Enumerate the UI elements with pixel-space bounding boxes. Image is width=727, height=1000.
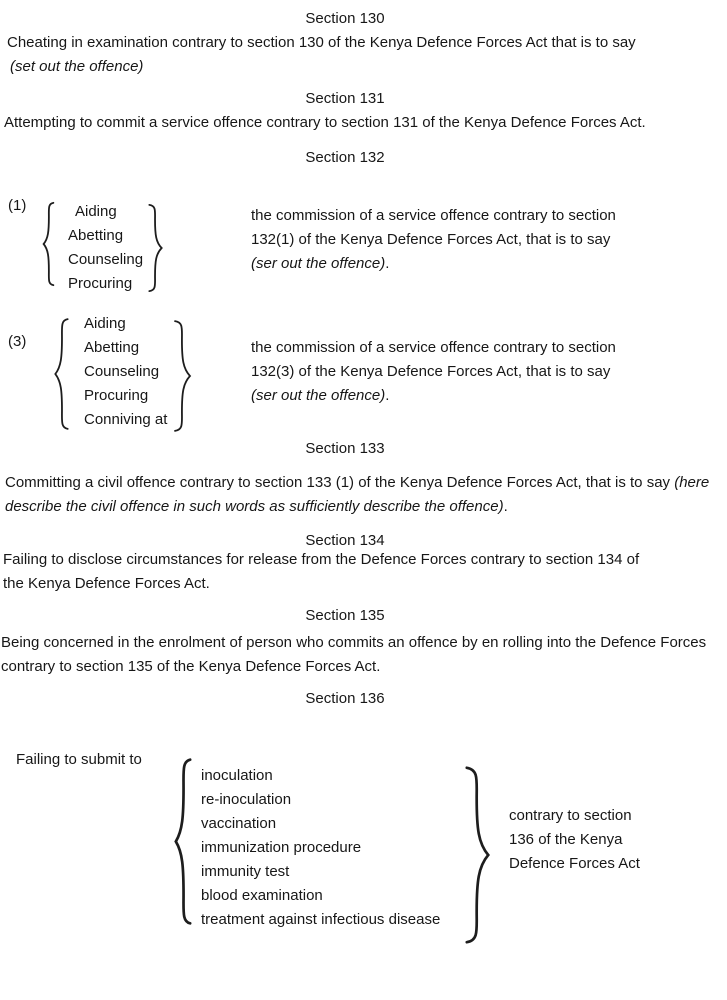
list-item: Conniving at	[84, 411, 168, 428]
trail-line: contrary to section	[509, 807, 632, 824]
section-130-italic-note: (set out the offence)	[10, 58, 144, 75]
group-1-body-text: the commission of a service offence contrary to section 132(1) of the Kenya Defence Forces Act, that is to say	[251, 207, 616, 248]
section-130-paragraph	[7, 31, 689, 79]
section-133-heading: Section 133	[305, 440, 385, 457]
section-134-paragraph: Failing to disclose circumstances for release from the Defence Forces contrary to section 134 of the Kenya Defence Forces Act.	[3, 551, 640, 592]
list-item: vaccination	[201, 815, 277, 832]
right-curly-brace	[461, 766, 494, 944]
section-136-trail	[509, 804, 640, 876]
list-item: Aiding	[75, 203, 117, 220]
list-item: immunization procedure	[201, 839, 362, 856]
group-1-italic-line	[251, 252, 663, 276]
section-136-lead: Failing to submit to	[16, 751, 142, 768]
right-curly-brace	[146, 204, 165, 292]
section-133-italic-note: (here describe the civil offence in such words as sufficiently describe the offence)	[5, 474, 710, 515]
group-3-body	[251, 336, 663, 408]
section-130-body: Cheating in examination contrary to section 130 of the Kenya Defence Forces Act that is to say	[7, 34, 636, 51]
group-3-tail: .	[385, 387, 390, 404]
list-item: treatment against infectious disease	[201, 911, 441, 928]
section-135-paragraph: Being concerned in the enrolment of person who commits an offence by en rolling into the Defence Forces contrary to section 135 of the Kenya Defence Forces Act.	[1, 634, 707, 675]
section-136-heading: Section 136	[305, 690, 385, 707]
right-curly-brace	[171, 320, 194, 432]
group-3-italic-line	[251, 384, 663, 408]
list-item: Procuring	[84, 387, 149, 404]
list-item: blood examination	[201, 887, 323, 904]
section-131-paragraph: Attempting to commit a service offence contrary to section 131 of the Kenya Defence Forces Act.	[4, 114, 646, 131]
group-3-items	[84, 312, 167, 432]
list-item: Aiding	[84, 315, 126, 332]
section-132-heading: Section 132	[305, 149, 385, 166]
section-136-items	[201, 764, 440, 932]
section-133-body: Committing a civil offence contrary to section 133 (1) of the Kenya Defence Forces Act, that is to say	[5, 474, 675, 491]
list-item: Counseling	[84, 363, 160, 380]
section-133-tail: .	[503, 498, 508, 515]
section-131-heading: Section 131	[305, 90, 385, 107]
trail-line: Defence Forces Act	[509, 855, 640, 872]
group-3-italic-note: (ser out the offence)	[251, 387, 386, 404]
group-3-body-text: the commission of a service offence contrary to section 132(3) of the Kenya Defence Forces Act, that is to say	[251, 339, 616, 380]
list-item: Abetting	[84, 339, 140, 356]
group-3-label: (3)	[8, 333, 27, 350]
section-133-paragraph	[5, 471, 711, 519]
group-1-items	[68, 200, 143, 296]
section-134-heading: Section 134	[305, 532, 385, 549]
group-1-tail: .	[385, 255, 390, 272]
trail-line: 136 of the Kenya	[509, 831, 623, 848]
list-item: Procuring	[68, 275, 133, 292]
section-132-group-3	[0, 312, 727, 438]
list-item: Counseling	[68, 251, 144, 268]
list-item: inoculation	[201, 767, 273, 784]
left-curly-brace	[172, 758, 194, 925]
group-1-body	[251, 204, 663, 276]
group-1-italic-note: (ser out the offence)	[251, 255, 386, 272]
group-1-label: (1)	[8, 197, 27, 214]
section-130-heading: Section 130	[305, 10, 385, 27]
section-135-heading: Section 135	[305, 607, 385, 624]
left-curly-brace	[52, 318, 71, 430]
list-item: immunity test	[201, 863, 290, 880]
list-item: re-inoculation	[201, 791, 292, 808]
left-curly-brace	[41, 202, 56, 286]
section-132-group-1	[0, 196, 727, 306]
list-item: Abetting	[68, 227, 124, 244]
